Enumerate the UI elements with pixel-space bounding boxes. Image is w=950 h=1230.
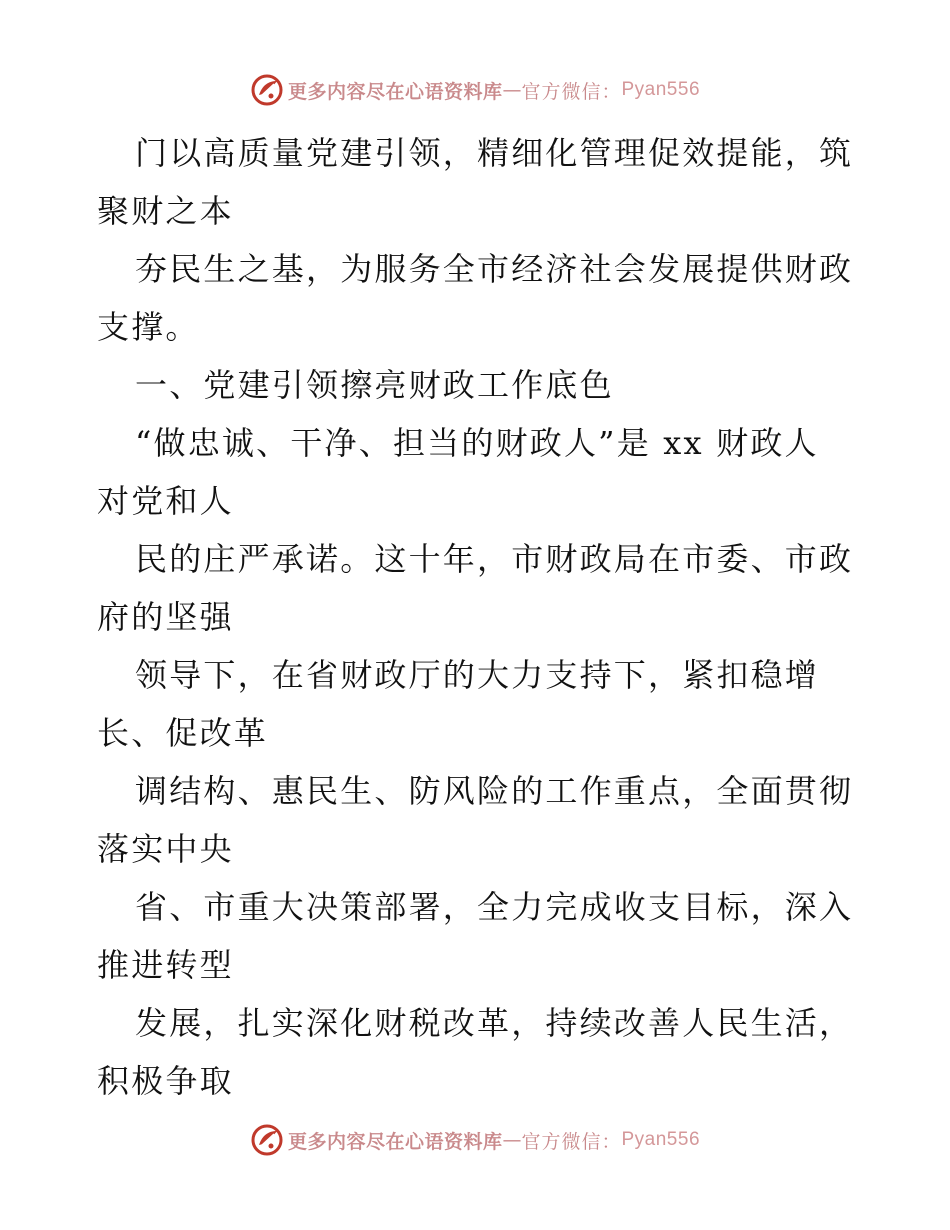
section-heading: 一、党建引领擦亮财政工作底色: [135, 366, 614, 404]
watermark-brand-text: 更多内容尽在心语资料库: [287, 1130, 503, 1153]
watermark-dash: —: [502, 79, 522, 101]
watermark-brand-text: 更多内容尽在心语资料库: [287, 80, 503, 103]
text-line-1: 门以高质量党建引领，精细化管理促效提能，筑: [135, 134, 854, 172]
watermark-official-label: 官方微信：: [521, 1130, 622, 1153]
text-line-17: 积极争取: [97, 1062, 234, 1100]
watermark-wechat-id: Pyan556: [621, 79, 701, 100]
text-line-4: 支撑。: [97, 308, 200, 346]
text-line-16: 发展，扎实深化财税改革，持续改善人民生活，: [135, 1004, 854, 1042]
text-line-8: 民的庄严承诺。这十年，市财政局在市委、市政: [135, 540, 854, 578]
logo-icon: [250, 1123, 284, 1157]
watermark-wechat-id: Pyan556: [621, 1129, 701, 1150]
text-line-7: 对党和人: [97, 482, 234, 520]
text-line-3: 夯民生之基，为服务全市经济社会发展提供财政: [135, 250, 854, 288]
text-line-14: 省、市重大决策部署，全力完成收支目标，深入: [135, 888, 854, 926]
text-line-6: “做忠诚、干净、担当的财政人”是 xx 财政人: [135, 424, 819, 462]
header-watermark: [0, 70, 950, 110]
watermark-dash: —: [502, 1129, 522, 1151]
logo-icon: [250, 73, 284, 107]
text-line-10: 领导下，在省财政厅的大力支持下，紧扣稳增: [135, 656, 820, 694]
text-line-11: 长、促改革: [97, 714, 269, 752]
text-line-12: 调结构、惠民生、防风险的工作重点，全面贯彻: [135, 772, 854, 810]
document-body: [97, 124, 857, 1110]
watermark-official-label: 官方微信：: [521, 80, 622, 103]
text-line-13: 落实中央: [97, 830, 234, 868]
text-line-15: 推进转型: [97, 946, 234, 984]
footer-watermark: [0, 1120, 950, 1160]
text-line-2: 聚财之本: [97, 192, 234, 230]
text-line-9: 府的坚强: [97, 598, 234, 636]
